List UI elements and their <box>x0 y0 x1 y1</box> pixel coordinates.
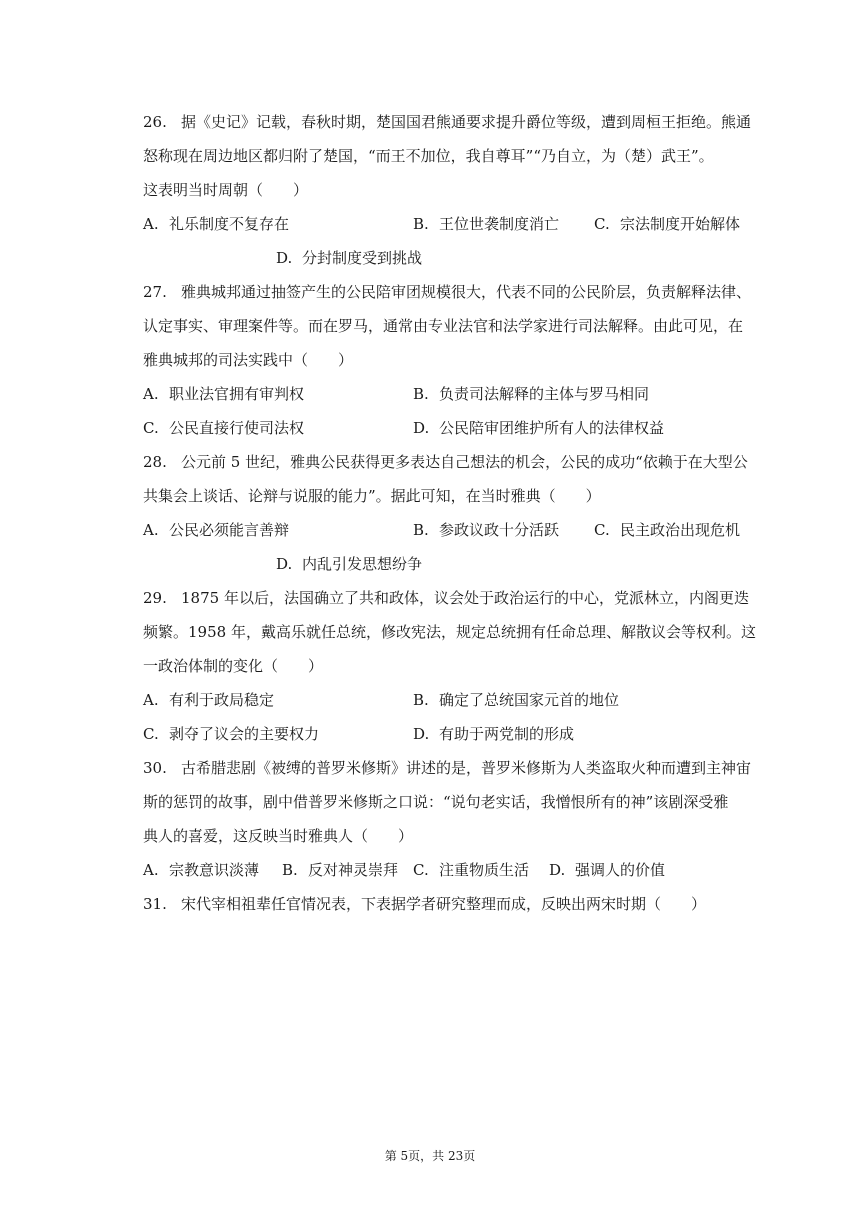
option-a: A. 有利于政局稳定 <box>143 691 275 709</box>
question-line: 典人的喜爱，这反映当时雅典人（ ） <box>143 827 414 845</box>
question-number: 28. <box>143 453 167 471</box>
question-line: 雅典城邦的司法实践中（ ） <box>143 351 354 369</box>
page-footer: 第 5页，共 23页 <box>384 1149 476 1163</box>
option-d: D. 强调人的价值 <box>549 861 666 879</box>
option-a: A. 宗教意识淡薄 <box>143 861 260 879</box>
option-c: C. 注重物质生活 <box>413 861 530 879</box>
option-b: B. 负责司法解释的主体与罗马相同 <box>413 385 650 403</box>
question-number: 27. <box>143 283 167 301</box>
question-line: 频繁。1958 年，戴高乐就任总统，修改宪法，规定总统拥有任命总理、解散议会等权利。这 <box>143 623 756 641</box>
question-line: 认定事实、审理案件等。而在罗马，通常由专业法官和法学家进行司法解释。由此可见，在 <box>143 317 744 335</box>
question-line: 30. 古希腊悲剧《被缚的普罗米修斯》讲述的是，普罗米修斯为人类盗取火种而遭到主神宙 <box>143 759 752 777</box>
question-line: 26. 据《史记》记载，春秋时期，楚国国君熊通要求提升爵位等级，遭到周桓王拒绝。熊通 <box>143 113 752 131</box>
option-d: D. 分封制度受到挑战 <box>276 249 423 267</box>
question-line: 31. 宋代宰相祖辈任官情况表，下表据学者研究整理而成，反映出两宋时期（ ） <box>143 895 707 913</box>
question-number: 29. <box>143 589 167 607</box>
question-number: 31. <box>143 895 167 913</box>
option-c: C. 公民直接行使司法权 <box>143 419 305 437</box>
option-c: C. 民主政治出现危机 <box>594 521 741 539</box>
question-line: 这表明当时周朝（ ） <box>143 181 309 199</box>
option-d: D. 内乱引发思想纷争 <box>276 555 423 573</box>
question-line: 怒称现在周边地区都归附了楚国，“而王不加位，我自尊耳”“乃自立，为（楚）武王”。 <box>143 147 714 165</box>
option-b: B. 反对神灵崇拜 <box>282 861 399 879</box>
question-line: 29. 1875 年以后，法国确立了共和政体，议会处于政治运行的中心，党派林立，内阁更迭 <box>143 589 749 607</box>
question-line: 28. 公元前 5 世纪，雅典公民获得更多表达自己想法的机会，公民的成功“依赖于在大型公 <box>143 453 748 471</box>
question-line: 27. 雅典城邦通过抽签产生的公民陪审团规模很大，代表不同的公民阶层，负责解释法律、 <box>143 283 752 301</box>
question-line: 一政治体制的变化（ ） <box>143 657 324 675</box>
option-c: C. 剥夺了议会的主要权力 <box>143 725 320 743</box>
option-d: D. 公民陪审团维护所有人的法律权益 <box>413 419 665 437</box>
option-b: B. 参政议政十分活跃 <box>413 521 560 539</box>
option-a: A. 职业法官拥有审判权 <box>143 385 305 403</box>
option-a: A. 公民必须能言善辩 <box>143 521 290 539</box>
option-b: B. 王位世袭制度消亡 <box>413 215 560 233</box>
option-b: B. 确定了总统国家元首的地位 <box>413 691 620 709</box>
option-d: D. 有助于两党制的形成 <box>413 725 575 743</box>
option-c: C. 宗法制度开始解体 <box>594 215 741 233</box>
option-a: A. 礼乐制度不复存在 <box>143 215 290 233</box>
question-number: 26. <box>143 113 167 131</box>
question-line: 共集会上谈话、论辩与说服的能力”。据此可知，在当时雅典（ ） <box>143 487 601 505</box>
question-number: 30. <box>143 759 167 777</box>
question-line: 斯的惩罚的故事，剧中借普罗米修斯之口说：“说句老实话，我憎恨所有的神”该剧深受雅 <box>143 793 729 811</box>
